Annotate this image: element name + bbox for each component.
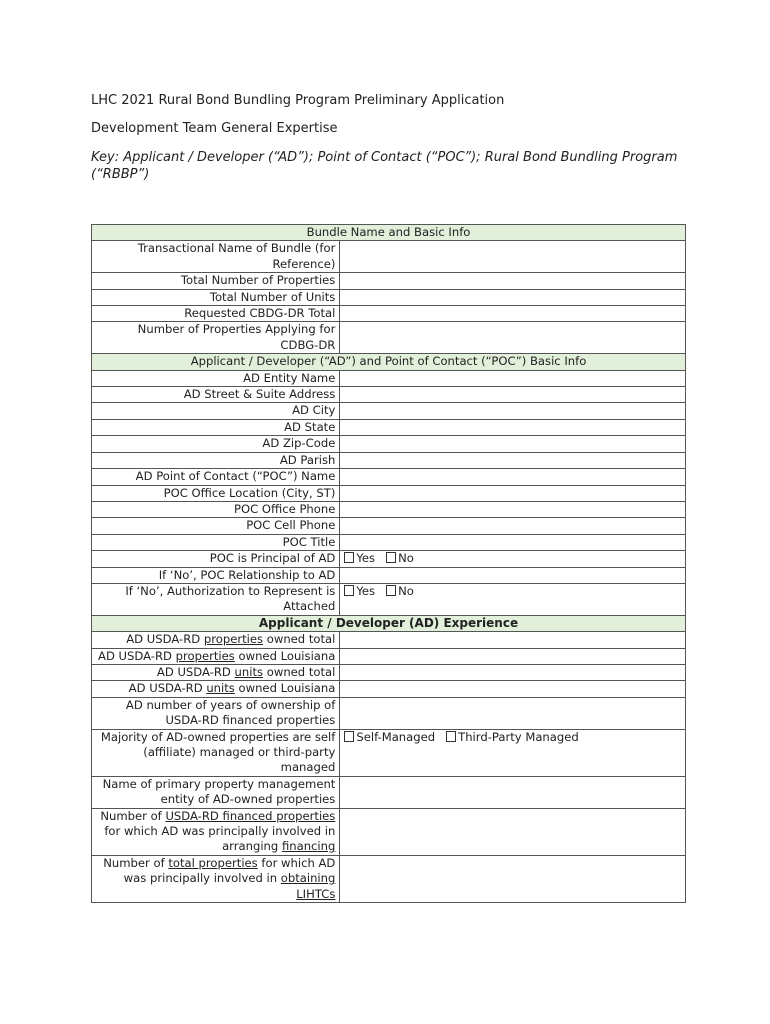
form-row bbox=[92, 419, 686, 435]
section-title-experience: Applicant / Developer (AD) Experience bbox=[92, 615, 686, 631]
document-title: LHC 2021 Rural Bond Bundling Program Preliminary Application bbox=[91, 93, 505, 108]
form-row bbox=[92, 452, 686, 468]
form-row bbox=[92, 241, 686, 273]
usda-financed-count-input[interactable] bbox=[340, 808, 686, 855]
ad-zip-input[interactable] bbox=[340, 436, 686, 452]
ad-city-input[interactable] bbox=[340, 403, 686, 419]
form-row bbox=[92, 567, 686, 583]
checkbox-icon[interactable] bbox=[344, 552, 354, 563]
transactional-name-input[interactable] bbox=[340, 241, 686, 273]
yes-option[interactable] bbox=[344, 584, 375, 599]
option-label: No bbox=[398, 551, 414, 566]
section-header bbox=[92, 225, 686, 241]
cdbg-total-input[interactable] bbox=[340, 306, 686, 322]
label-underlined: USDA-RD financed properties bbox=[165, 808, 336, 823]
poc-relationship-input[interactable] bbox=[340, 567, 686, 583]
lihtc-count-input[interactable] bbox=[340, 855, 686, 902]
form-row bbox=[92, 469, 686, 485]
label-underlined: properties bbox=[175, 648, 235, 663]
form-row bbox=[92, 776, 686, 808]
checkbox-icon[interactable] bbox=[386, 585, 396, 596]
option-label: Third-Party Managed bbox=[458, 729, 579, 744]
form-row bbox=[92, 534, 686, 550]
years-ownership-input[interactable] bbox=[340, 697, 686, 729]
field-label: Majority of AD-owned properties are self (affiliate) managed or third-party managed bbox=[92, 729, 340, 776]
field-label: Total Number of Properties bbox=[92, 273, 340, 289]
section-header bbox=[92, 354, 686, 370]
form-row bbox=[92, 583, 686, 615]
label-part: AD USDA-RD bbox=[98, 648, 176, 663]
label-part: AD USDA-RD bbox=[156, 664, 235, 679]
form-row bbox=[92, 289, 686, 305]
field-label: Name of primary property management entity of AD-owned properties bbox=[92, 776, 340, 808]
field-label: AD State bbox=[92, 419, 340, 435]
label-part: owned Louisiana bbox=[234, 681, 336, 696]
ad-street-input[interactable] bbox=[340, 387, 686, 403]
checkbox-icon[interactable] bbox=[344, 731, 354, 742]
field-label: AD Entity Name bbox=[92, 370, 340, 386]
label-part: owned total bbox=[263, 664, 336, 679]
form-row bbox=[92, 370, 686, 386]
form-row bbox=[92, 681, 686, 697]
field-label: If ‘No’, Authorization to Represent is Attached bbox=[92, 583, 340, 615]
label-part: for which AD was principally involved in bbox=[123, 855, 336, 886]
poc-office-location-input[interactable] bbox=[340, 485, 686, 501]
field-label bbox=[92, 664, 340, 680]
no-option[interactable] bbox=[386, 584, 414, 599]
ad-poc-name-input[interactable] bbox=[340, 469, 686, 485]
form-row bbox=[92, 551, 686, 567]
third-party-option[interactable] bbox=[446, 730, 579, 745]
label-part: owned total bbox=[263, 632, 336, 647]
document-subtitle: Development Team General Expertise bbox=[91, 121, 338, 136]
form-row bbox=[92, 648, 686, 664]
label-part: AD USDA-RD bbox=[128, 681, 207, 696]
field-label: POC Office Location (City, ST) bbox=[92, 485, 340, 501]
field-label: POC Office Phone bbox=[92, 501, 340, 517]
section-header bbox=[92, 615, 686, 631]
label-underlined: obtaining LIHTCs bbox=[280, 871, 336, 901]
application-form-table bbox=[91, 224, 686, 903]
field-label-line: Number of Properties Applying for bbox=[137, 322, 336, 337]
yes-option[interactable] bbox=[344, 551, 375, 566]
ad-state-input[interactable] bbox=[340, 419, 686, 435]
label-underlined: total properties bbox=[168, 855, 258, 870]
label-part: AD USDA-RD bbox=[126, 632, 204, 647]
ad-parish-input[interactable] bbox=[340, 452, 686, 468]
label-underlined: financing bbox=[281, 839, 336, 854]
form-row bbox=[92, 664, 686, 680]
usda-units-louisiana-input[interactable] bbox=[340, 681, 686, 697]
option-label: No bbox=[398, 583, 414, 598]
management-type-options bbox=[340, 729, 686, 776]
total-units-input[interactable] bbox=[340, 289, 686, 305]
form-row bbox=[92, 273, 686, 289]
form-row bbox=[92, 632, 686, 648]
label-underlined: properties bbox=[203, 632, 264, 647]
field-label bbox=[92, 808, 340, 855]
form-row bbox=[92, 485, 686, 501]
label-part: Number of bbox=[100, 808, 166, 823]
field-label: AD Parish bbox=[92, 452, 340, 468]
no-option[interactable] bbox=[386, 551, 414, 566]
ad-entity-input[interactable] bbox=[340, 370, 686, 386]
form-row bbox=[92, 436, 686, 452]
field-label: Requested CBDG-DR Total bbox=[92, 306, 340, 322]
field-label bbox=[92, 632, 340, 648]
field-label: POC Cell Phone bbox=[92, 518, 340, 534]
field-label: Total Number of Units bbox=[92, 289, 340, 305]
field-label: POC Title bbox=[92, 534, 340, 550]
checkbox-icon[interactable] bbox=[446, 731, 456, 742]
form-row bbox=[92, 322, 686, 354]
key-legend: Key: Applicant / Developer (“AD”); Point of Contact (“POC”); Rural Bond Bundling Program (“RBBP”) bbox=[91, 150, 678, 182]
option-label: Yes bbox=[356, 583, 376, 598]
poc-cell-phone-input[interactable] bbox=[340, 518, 686, 534]
form-row bbox=[92, 387, 686, 403]
poc-title-input[interactable] bbox=[340, 534, 686, 550]
form-row bbox=[92, 501, 686, 517]
form-row bbox=[92, 855, 686, 902]
section-title-basic: Bundle Name and Basic Info bbox=[92, 225, 686, 241]
section-title-applicant: Applicant / Developer (“AD”) and Point of Contact (“POC”) Basic Info bbox=[92, 354, 686, 370]
field-label-line: CDBG-DR bbox=[280, 337, 336, 352]
checkbox-icon[interactable] bbox=[386, 552, 396, 563]
checkbox-icon[interactable] bbox=[344, 585, 354, 596]
label-underlined: units bbox=[234, 664, 264, 679]
usda-units-total-input[interactable] bbox=[340, 664, 686, 680]
field-label: Transactional Name of Bundle (for Reference) bbox=[92, 241, 340, 273]
field-label bbox=[92, 322, 340, 354]
field-label bbox=[92, 681, 340, 697]
usda-properties-total-input[interactable] bbox=[340, 632, 686, 648]
authorization-options bbox=[340, 583, 686, 615]
label-underlined: units bbox=[206, 681, 235, 696]
field-label bbox=[92, 855, 340, 902]
field-label: AD Street & Suite Address bbox=[92, 387, 340, 403]
form-row bbox=[92, 403, 686, 419]
field-label: AD City bbox=[92, 403, 340, 419]
form-row bbox=[92, 518, 686, 534]
form-row bbox=[92, 729, 686, 776]
usda-properties-louisiana-input[interactable] bbox=[340, 648, 686, 664]
field-label: AD Point of Contact (“POC”) Name bbox=[92, 469, 340, 485]
form-row bbox=[92, 808, 686, 855]
form-row bbox=[92, 306, 686, 322]
field-label: POC is Principal of AD bbox=[92, 551, 340, 567]
option-label: Yes bbox=[356, 551, 376, 566]
self-managed-option[interactable] bbox=[344, 730, 435, 745]
field-label: If ‘No’, POC Relationship to AD bbox=[92, 567, 340, 583]
field-label bbox=[92, 648, 340, 664]
label-part: owned Louisiana bbox=[234, 648, 336, 663]
poc-principal-options bbox=[340, 551, 686, 567]
label-part: Number of bbox=[103, 855, 169, 870]
form-row bbox=[92, 697, 686, 729]
option-label: Self-Managed bbox=[356, 729, 436, 744]
field-label: AD number of years of ownership of USDA-RD financed properties bbox=[92, 697, 340, 729]
properties-applying-input[interactable] bbox=[340, 322, 686, 354]
label-part: for which AD was principally involved in arranging bbox=[104, 824, 336, 854]
total-properties-input[interactable] bbox=[340, 273, 686, 289]
field-label: AD Zip-Code bbox=[92, 436, 340, 452]
primary-management-input[interactable] bbox=[340, 776, 686, 808]
poc-office-phone-input[interactable] bbox=[340, 501, 686, 517]
